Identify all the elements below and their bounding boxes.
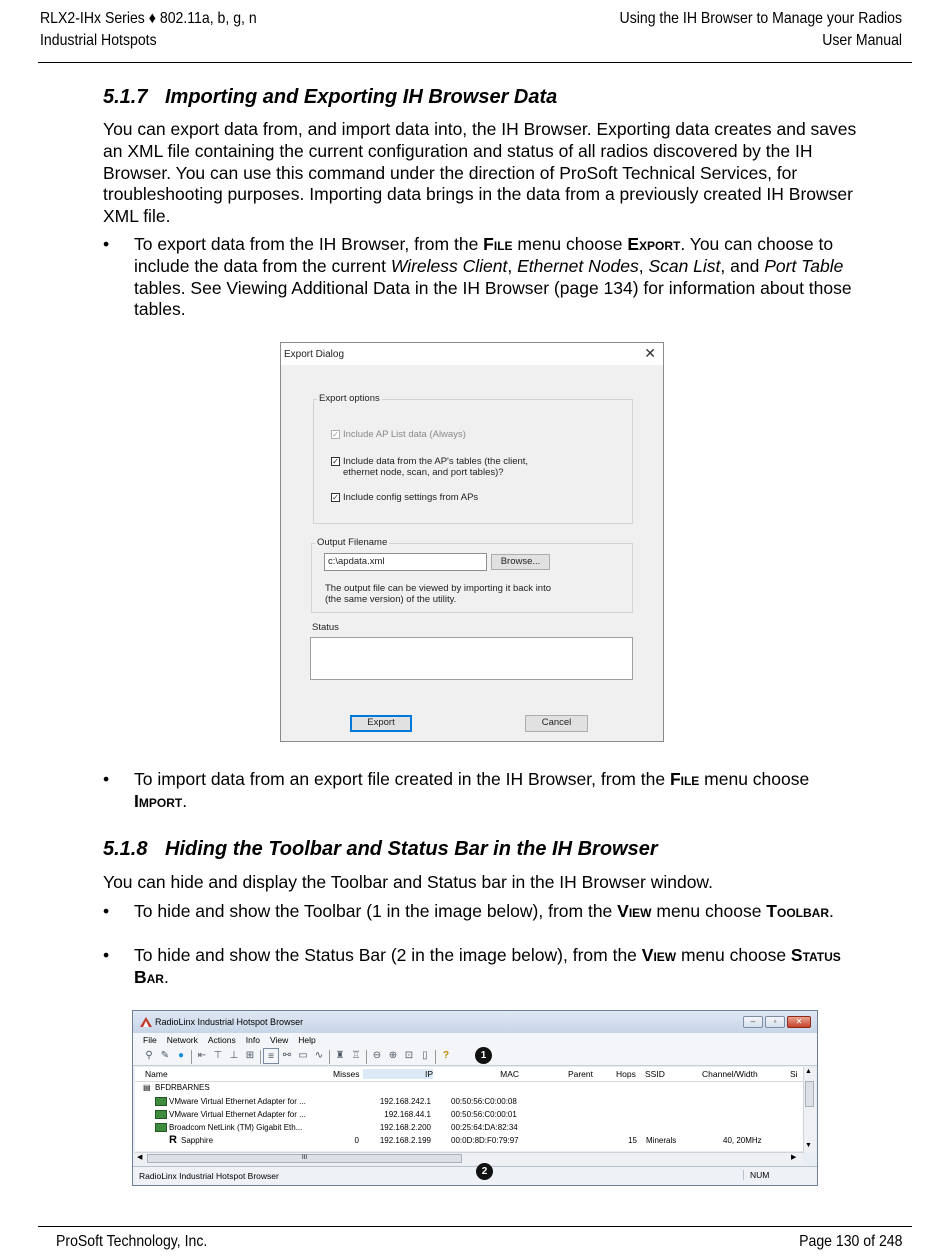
help-icon[interactable]: ? xyxy=(442,1050,450,1061)
section-intro: You can hide and display the Toolbar and Status bar in the IH Browser window. xyxy=(103,872,713,892)
bullet-toolbar xyxy=(103,901,863,923)
row-ip: 192.168.2.199 xyxy=(379,1136,431,1145)
table-ref: Wireless Client xyxy=(390,255,508,276)
header-chapter: Using the IH Browser to Manage your Radios xyxy=(619,10,902,27)
close-icon[interactable]: ✕ xyxy=(644,345,656,361)
status-box xyxy=(310,637,633,680)
network-adapter-icon xyxy=(155,1097,167,1106)
bullet-text: , xyxy=(507,255,518,276)
network-adapter-icon xyxy=(155,1110,167,1119)
table-ref: Ethernet Nodes xyxy=(517,255,639,276)
opt-ap-list-label: Include AP List data (Always) xyxy=(343,429,466,440)
col-mac[interactable]: MAC xyxy=(500,1069,519,1079)
menu-network[interactable]: Network xyxy=(166,1035,198,1045)
horizontal-scrollbar[interactable] xyxy=(135,1152,803,1165)
bullet-text: To export data from the IH Browser, from the xyxy=(134,234,484,254)
table-row[interactable] xyxy=(135,1122,803,1135)
bullet-dot: • xyxy=(103,769,110,789)
row-name: Sapphire xyxy=(181,1136,214,1145)
binoculars-icon[interactable]: ⚲ xyxy=(145,1050,153,1061)
bullet-text: menu choose xyxy=(651,901,767,921)
bullet-text: . You can choose to include the data from the current xyxy=(134,234,834,276)
minimize-icon[interactable]: – xyxy=(743,1016,763,1028)
bullet-text: To import data from an export file created in the IH Browser, from the xyxy=(134,769,670,789)
filename-input[interactable]: c:\apdata.xml xyxy=(324,553,487,571)
row-ip: 192.168.2.200 xyxy=(379,1123,431,1132)
bullet-text: , xyxy=(638,255,649,276)
check-icon: ✓ xyxy=(332,430,339,439)
dialog-body xyxy=(281,365,663,741)
bullet-text: To hide and show the Toolbar (1 in the image below), from the xyxy=(134,901,618,921)
section-number: 5.1.8 xyxy=(103,838,148,860)
col-ip[interactable]: IP xyxy=(363,1069,433,1079)
row-ssid: Minerals xyxy=(646,1136,677,1145)
assign-ip-icon[interactable]: ⇤ xyxy=(197,1050,207,1061)
bullet-text: tables. See Viewing Additional Data in the IH Browser (page 134) for information about those tables. xyxy=(134,277,852,320)
row-mac: 00:0D:8D:F0:79:97 xyxy=(451,1136,519,1145)
computer-icon: ▤ xyxy=(143,1083,151,1092)
section-title: Hiding the Toolbar and Status Bar in the IH Browser xyxy=(165,838,658,860)
radiolinx-logo-icon xyxy=(140,1017,152,1027)
menu-view[interactable]: View xyxy=(269,1035,289,1045)
bullet-status-bar xyxy=(103,945,863,989)
menu-info[interactable]: Info xyxy=(245,1035,260,1045)
link-icon[interactable]: ⚯ xyxy=(282,1050,292,1061)
check-icon: ✓ xyxy=(332,493,339,502)
row-name: VMware Virtual Ethernet Adapter for ... xyxy=(155,1097,306,1106)
bullet-text: . xyxy=(828,901,834,921)
output-note xyxy=(325,583,551,605)
monitor-icon[interactable]: ▭ xyxy=(298,1050,308,1061)
table-row[interactable] xyxy=(135,1135,803,1148)
col-signal[interactable]: Si xyxy=(790,1069,798,1079)
device-list xyxy=(135,1067,803,1151)
menu-help[interactable]: Help xyxy=(298,1035,316,1045)
menu-bar xyxy=(133,1033,817,1047)
row-mac: 00:50:56:C0:00:01 xyxy=(451,1110,517,1119)
window-title: RadioLinx Industrial Hotspot Browser xyxy=(155,1017,304,1027)
row-misses: 0 xyxy=(354,1136,359,1145)
row-hops: 15 xyxy=(628,1136,637,1145)
table-row[interactable] xyxy=(135,1096,803,1109)
row-mac: 00:50:56:C0:00:08 xyxy=(451,1097,517,1106)
header-rule xyxy=(38,62,912,63)
wand-icon[interactable]: ✎ xyxy=(160,1050,170,1061)
menu-toolbar-ref: Toolbar xyxy=(766,901,829,921)
header-left xyxy=(40,8,257,52)
radio-tower-icon[interactable]: ♜ xyxy=(335,1050,345,1061)
header-doc-type: User Manual xyxy=(822,32,902,49)
list-view-icon[interactable]: ≡ xyxy=(263,1048,279,1064)
zoom-out-icon[interactable]: ⊖ xyxy=(372,1050,382,1061)
table-ref: Port Table xyxy=(764,255,844,276)
status-label: Status xyxy=(312,622,339,633)
toolbar xyxy=(133,1047,817,1066)
list-column-header xyxy=(135,1067,803,1082)
status-text: RadioLinx Industrial Hotspot Browser xyxy=(139,1171,279,1181)
menu-view-ref: View xyxy=(617,901,652,921)
menu-file-ref: File xyxy=(669,769,700,789)
header-product-family: Industrial Hotspots xyxy=(40,32,157,49)
menu-actions[interactable]: Actions xyxy=(207,1035,236,1045)
network-tree-icon[interactable]: ⊤ xyxy=(213,1050,223,1061)
close-icon[interactable]: ✕ xyxy=(787,1016,811,1028)
browse-button[interactable]: Browse... xyxy=(491,554,550,570)
col-channel-width[interactable]: Channel/Width xyxy=(702,1069,758,1079)
network-adapter-icon xyxy=(155,1123,167,1132)
maximize-icon[interactable]: ▫ xyxy=(765,1016,785,1028)
menu-export-ref: Export xyxy=(627,234,681,254)
scroll-grip: III xyxy=(301,1155,307,1161)
col-misses[interactable]: Misses xyxy=(333,1069,360,1079)
row-ip: 192.168.44.1 xyxy=(384,1110,431,1119)
output-note-line1: The output file can be viewed by importing it back into xyxy=(325,583,552,594)
bullet-export xyxy=(103,234,863,321)
header-right xyxy=(619,8,902,52)
opt-ap-tables-line2: ethernet node, scan, and port tables)? xyxy=(343,467,504,478)
bullet-dot: • xyxy=(103,901,110,921)
export-button[interactable]: Export xyxy=(350,715,412,732)
section-title: Importing and Exporting IH Browser Data xyxy=(165,86,558,108)
bullet-text: menu choose xyxy=(676,945,791,965)
checkbox-ap-list[interactable] xyxy=(331,430,340,439)
export-dialog xyxy=(280,342,664,742)
radio-icon: R xyxy=(169,1134,177,1146)
scroll-left-icon[interactable]: ◀ xyxy=(137,1154,143,1161)
footer-company: ProSoft Technology, Inc. xyxy=(56,1233,208,1250)
network-branch-icon[interactable]: ⊥ xyxy=(229,1050,239,1061)
section-intro: You can export data from, and import data into, the IH Browser. Exporting data creates and saves an XML file containing the current configuration and status of all radios discovered by the IH Browser. You can use this command under the direction of ProSoft Technical Services, for troubleshooting purposes. Importing data brings in the data from a previously created IH Browser XML file. xyxy=(103,119,857,227)
row-ip: 192.168.242.1 xyxy=(379,1097,431,1106)
cancel-button[interactable]: Cancel xyxy=(525,715,588,732)
row-name: Broadcom NetLink (TM) Gigabit Eth... xyxy=(155,1123,302,1132)
section-number: 5.1.7 xyxy=(103,86,148,108)
tree-root-row[interactable] xyxy=(135,1082,803,1095)
radio-tower-alt-icon[interactable]: ♖ xyxy=(351,1050,361,1061)
status-bar xyxy=(133,1166,817,1186)
checkbox-config-settings[interactable] xyxy=(331,493,340,502)
menu-file-ref: File xyxy=(483,234,513,254)
table-ref: Scan List xyxy=(648,255,721,276)
hotspot-browser-window xyxy=(132,1010,818,1186)
bullet-text: . xyxy=(182,790,188,811)
row-name: VMware Virtual Ethernet Adapter for ... xyxy=(155,1110,306,1119)
row-channel: 40, 20MHz xyxy=(723,1136,762,1145)
col-parent[interactable]: Parent xyxy=(567,1069,593,1079)
tree-root-label: BFDRBARNES xyxy=(155,1083,210,1092)
bullet-dot: • xyxy=(103,945,110,965)
row-mac: 00:25:64:DA:82:34 xyxy=(451,1123,518,1132)
bullet-text: menu choose xyxy=(512,234,628,254)
table-row[interactable] xyxy=(135,1109,803,1122)
menu-status-bar-ref: Status Bar xyxy=(134,945,841,987)
zoom-in-icon[interactable]: ⊕ xyxy=(388,1050,398,1061)
footer-page-number: Page 130 of 248 xyxy=(798,1233,902,1250)
bullet-text: menu choose xyxy=(699,769,810,789)
check-icon: ✓ xyxy=(332,457,339,466)
callout-marker-1: 1 xyxy=(475,1047,492,1064)
status-num: NUM xyxy=(743,1170,810,1180)
menu-file[interactable]: File xyxy=(143,1035,157,1045)
opt-ap-tables-label xyxy=(343,456,528,478)
scroll-hthumb[interactable] xyxy=(147,1154,462,1163)
footer-rule xyxy=(38,1226,912,1227)
header-product: RLX2-IHx Series ♦ 802.11a, b, g, n xyxy=(40,10,257,27)
scroll-down-icon[interactable]: ▼ xyxy=(805,1142,812,1149)
network-node-icon[interactable]: ⊞ xyxy=(245,1050,255,1061)
col-ssid[interactable]: SSID xyxy=(645,1069,665,1079)
scroll-right-icon[interactable]: ▶ xyxy=(791,1154,797,1161)
callout-marker-2: 2 xyxy=(476,1163,493,1180)
section-heading-5-1-7 xyxy=(103,84,557,110)
col-hops[interactable]: Hops xyxy=(616,1069,636,1079)
checkbox-ap-tables[interactable] xyxy=(331,457,340,466)
scroll-up-icon[interactable]: ▲ xyxy=(805,1068,812,1075)
scroll-thumb[interactable] xyxy=(805,1081,814,1107)
zoom-fit-icon[interactable]: ⊡ xyxy=(404,1050,414,1061)
menu-view-ref: View xyxy=(641,945,677,965)
bullet-text: To hide and show the Status Bar (2 in the image below), from the xyxy=(134,945,642,965)
output-filename-label: Output Filename xyxy=(317,537,388,548)
section-heading-5-1-8 xyxy=(103,836,658,862)
menu-import-ref: Import xyxy=(134,790,183,811)
opt-config-settings-label: Include config settings from APs xyxy=(343,492,479,503)
bullet-import xyxy=(103,769,863,813)
col-name[interactable]: Name xyxy=(145,1069,168,1079)
chart-icon[interactable]: ∿ xyxy=(314,1050,324,1061)
export-options-label: Export options xyxy=(319,393,380,404)
bullet-text: . xyxy=(163,966,169,987)
bullet-text: , and xyxy=(720,255,765,276)
opt-ap-tables-line1: Include data from the AP's tables (the client, xyxy=(343,456,529,467)
window-titlebar xyxy=(133,1011,817,1033)
page-icon[interactable]: ▯ xyxy=(422,1050,428,1061)
bullet-dot: • xyxy=(103,234,110,254)
output-note-line2: (the same version) of the utility. xyxy=(325,594,457,605)
dialog-title: Export Dialog xyxy=(284,349,345,360)
vertical-scrollbar[interactable] xyxy=(803,1067,816,1153)
globe-icon[interactable]: ● xyxy=(177,1050,185,1061)
